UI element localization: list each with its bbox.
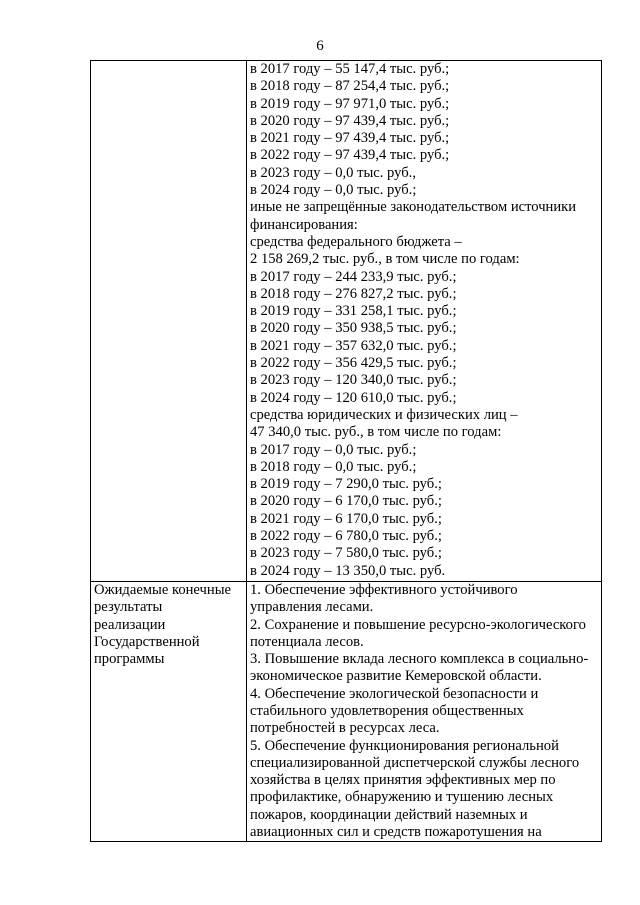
label-line: реализации <box>94 616 166 633</box>
content-line: иные не запрещённые законодательством источники <box>250 199 577 216</box>
content-line: в 2021 году – 97 439,4 тыс. руб.; <box>250 130 450 147</box>
content-line: в 2020 году – 6 170,0 тыс. руб.; <box>250 493 442 510</box>
row-label-cell <box>91 581 247 841</box>
label-line: Ожидаемые конечные <box>94 581 231 598</box>
content-line: потребностей в ресурсах леса. <box>250 720 440 737</box>
content-line: в 2018 году – 0,0 тыс. руб.; <box>250 458 417 475</box>
content-line: в 2019 году – 7 290,0 тыс. руб.; <box>250 476 442 493</box>
content-line: потенциала лесов. <box>250 633 364 650</box>
content-line: 1. Обеспечение эффективного устойчивого <box>250 581 518 598</box>
content-line: в 2019 году – 97 971,0 тыс. руб.; <box>250 95 450 112</box>
content-line: в 2021 году – 357 632,0 тыс. руб.; <box>250 337 457 354</box>
content-line: в 2018 году – 87 254,4 тыс. руб.; <box>250 78 450 95</box>
label-line: программы <box>94 651 165 668</box>
content-line: 2 158 269,2 тыс. руб., в том числе по годам: <box>250 251 520 268</box>
content-line: в 2022 году – 356 429,5 тыс. руб.; <box>250 355 457 372</box>
content-line: в 2017 году – 244 233,9 тыс. руб.; <box>250 268 457 285</box>
content-line: средства федерального бюджета – <box>250 233 462 250</box>
table-row <box>91 61 602 582</box>
content-line: 3. Повышение вклада лесного комплекса в социально- <box>250 651 589 668</box>
content-line: в 2024 году – 0,0 тыс. руб.; <box>250 182 417 199</box>
label-line: результаты <box>94 599 163 616</box>
content-line: авиационных сил и средств пожаротушения на <box>250 824 542 841</box>
content-line: в 2017 году – 55 147,4 тыс. руб.; <box>250 61 450 77</box>
content-line: профилактике, обнаружению и тушению лесных <box>250 789 554 806</box>
content-line: в 2018 году – 276 827,2 тыс. руб.; <box>250 285 457 302</box>
content-line: 4. Обеспечение экологической безопасности и <box>250 685 539 702</box>
table-row <box>91 581 602 841</box>
content-line: в 2024 году – 120 610,0 тыс. руб.; <box>250 389 457 406</box>
content-line: в 2020 году – 350 938,5 тыс. руб.; <box>250 320 457 337</box>
content-line: в 2023 году – 0,0 тыс. руб., <box>250 164 416 181</box>
content-line: в 2023 году – 7 580,0 тыс. руб.; <box>250 545 442 562</box>
content-line: в 2021 году – 6 170,0 тыс. руб.; <box>250 510 442 527</box>
content-line: 47 340,0 тыс. руб., в том числе по годам: <box>250 424 502 441</box>
content-line: финансирования: <box>250 216 358 233</box>
content-line: средства юридических и физических лиц – <box>250 406 518 423</box>
row-label-cell <box>91 61 247 582</box>
content-line: в 2020 году – 97 439,4 тыс. руб.; <box>250 112 450 129</box>
content-line: стабильного удовлетворения общественных <box>250 702 524 719</box>
content-line: управления лесами. <box>250 599 374 616</box>
content-line: 2. Сохранение и повышение ресурсно-экологического <box>250 616 586 633</box>
content-line: в 2022 году – 97 439,4 тыс. руб.; <box>250 147 450 164</box>
content-line: в 2023 году – 120 340,0 тыс. руб.; <box>250 372 457 389</box>
content-line: в 2024 году – 13 350,0 тыс. руб. <box>250 562 446 579</box>
content-line: в 2022 году – 6 780,0 тыс. руб.; <box>250 528 442 545</box>
program-passport-table <box>90 60 602 842</box>
content-line: в 2019 году – 331 258,1 тыс. руб.; <box>250 303 457 320</box>
content-line: специализированной диспетчерской службы лесного <box>250 754 580 771</box>
content-line: 5. Обеспечение функционирования региональной <box>250 737 559 754</box>
label-line: Государственной <box>94 633 200 650</box>
row-content-cell <box>247 61 602 582</box>
content-line: экономическое развитие Кемеровской области. <box>250 668 542 685</box>
page-number: 6 <box>316 38 324 54</box>
row-content-cell <box>247 581 602 841</box>
content-line: пожаров, координации действий наземных и <box>250 806 528 823</box>
content-line: хозяйства в целях принятия эффективных мер по <box>250 772 556 789</box>
content-line: в 2017 году – 0,0 тыс. руб.; <box>250 441 417 458</box>
